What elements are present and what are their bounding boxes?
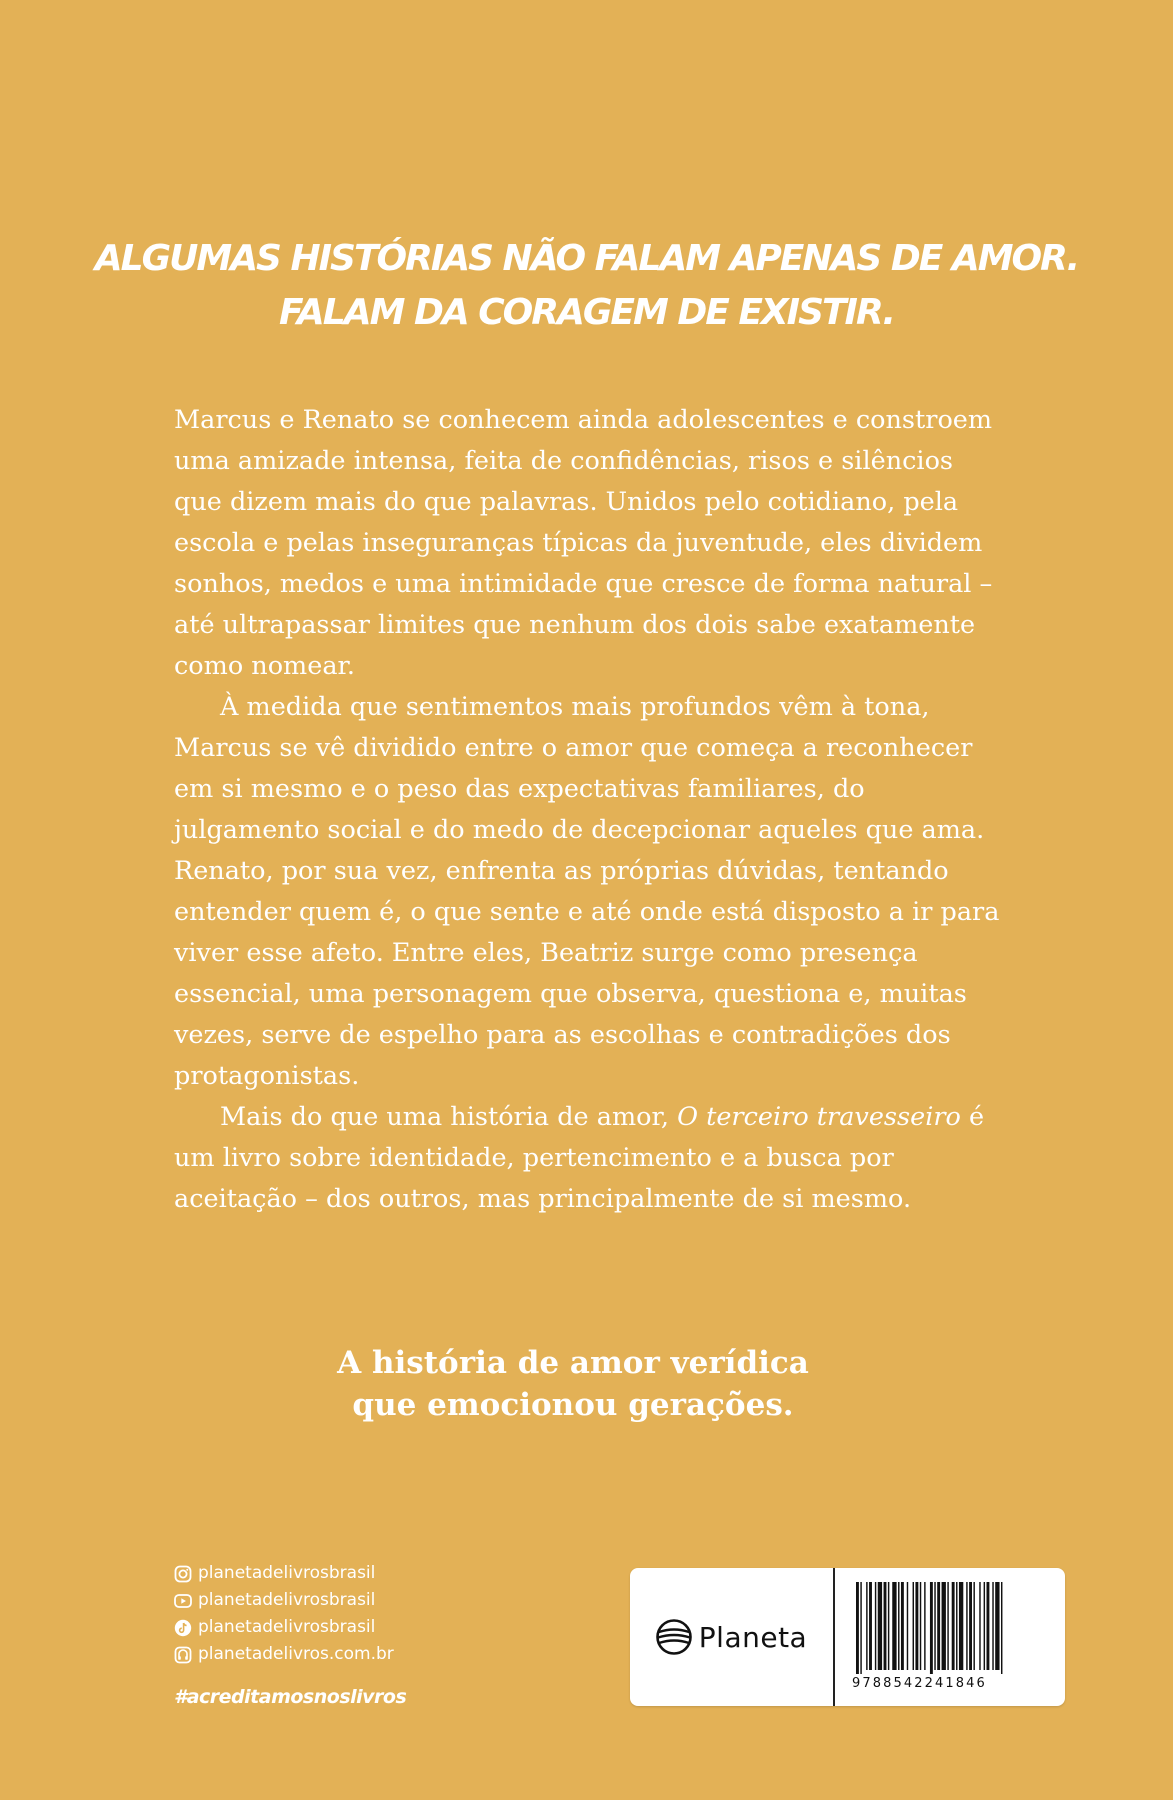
tagline-line-2: que emocionou gerações. <box>352 1387 794 1423</box>
barcode-bar <box>869 1582 872 1670</box>
tiktok-icon <box>174 1619 192 1637</box>
barcode-bar <box>878 1582 882 1670</box>
barcode-bar <box>969 1582 972 1670</box>
barcode-bar <box>866 1582 867 1670</box>
barcode-bar <box>888 1582 889 1670</box>
barcode-bar <box>956 1582 957 1670</box>
barcode-bar <box>934 1582 935 1670</box>
box-divider <box>833 1568 835 1706</box>
social-label-youtube: planetadelivrosbrasil <box>198 1590 376 1610</box>
barcode-bar <box>930 1582 933 1674</box>
barcode-bar <box>942 1582 946 1670</box>
tagline-line-1: A história de amor verídica <box>337 1345 809 1381</box>
tagline <box>0 1342 1146 1426</box>
social-label-website: planetadelivros.com.br <box>198 1644 394 1664</box>
social-link-website[interactable] <box>174 1641 394 1668</box>
synopsis-paragraph-3 <box>174 1097 1004 1220</box>
barcode-bar <box>884 1582 887 1670</box>
synopsis-paragraph-1: Marcus e Renato se conhecem ainda adolescentes e constroem uma amizade intensa, feita de confidências, risos e silêncios que dizem mais do que palavras. Unidos pelo cotidiano, pela escola e pelas inseguranças típicas da juventude, eles dividem sonhos, medos e uma intimidade que cresce de forma natural – até ultrapassar limites que nenhum dos dois sabe exatamente como nomear. <box>174 405 993 681</box>
barcode-bar <box>913 1582 914 1670</box>
barcode-bar <box>856 1582 859 1674</box>
barcode-bar <box>995 1582 999 1670</box>
social-link-youtube[interactable] <box>174 1587 394 1614</box>
barcode-bar <box>947 1582 948 1670</box>
instagram-icon <box>174 1565 192 1583</box>
barcode-bar <box>979 1582 980 1670</box>
social-link-tiktok[interactable] <box>174 1614 394 1641</box>
barcode-bar <box>915 1582 918 1670</box>
barcode-bar <box>987 1582 990 1670</box>
barcode-bar <box>875 1582 876 1670</box>
barcode-bar <box>907 1582 908 1670</box>
headline <box>0 232 1173 340</box>
barcode-bar <box>984 1582 985 1670</box>
youtube-icon <box>174 1592 192 1610</box>
barcode-bar <box>952 1582 955 1670</box>
barcode-bar <box>901 1582 904 1670</box>
social-label-tiktok: planetadelivrosbrasil <box>198 1617 376 1637</box>
publisher-box <box>630 1568 1065 1706</box>
social-label-instagram: planetadelivrosbrasil <box>198 1563 376 1583</box>
barcode-bar <box>992 1582 993 1670</box>
book-title: O terceiro travesseiro <box>677 1102 961 1132</box>
publisher-logo <box>630 1568 832 1706</box>
barcode-bar <box>860 1582 861 1674</box>
barcode-bar <box>973 1582 974 1670</box>
social-link-instagram[interactable] <box>174 1560 394 1587</box>
barcode-bar <box>959 1582 963 1670</box>
barcode-bar <box>892 1582 896 1670</box>
website-icon <box>174 1646 192 1664</box>
social-links <box>174 1560 394 1668</box>
publisher-name: Planeta <box>698 1620 808 1654</box>
headline-line-2: FALAM DA CORAGEM DE EXISTIR. <box>278 292 895 333</box>
synopsis-paragraph-2: À medida que sentimentos mais profundos vêm à tona, Marcus se vê dividido entre o amor que começa a reconhecer em si mesmo e o peso das expectativas familiares, do julgamento social e do medo de decepcionar aqueles que ama. Renato, por sua vez, enfrenta as próprias dúvidas, tentando entender quem é, o que sente e até onde está disposto a ir para viver esse afeto. Entre eles, Beatriz surge como presença essencial, uma personagem que observa, questiona e, muitas vezes, serve de espelho para as escolhas e contradições dos protagonistas. <box>174 692 1000 1091</box>
isbn-number: 9788542241846 <box>852 1676 987 1691</box>
barcode-bar <box>966 1582 967 1670</box>
barcode-bar <box>920 1582 921 1670</box>
barcode-bar <box>898 1582 899 1670</box>
synopsis <box>174 400 1004 1220</box>
planeta-globe-icon <box>655 1618 693 1656</box>
barcode-bar <box>1001 1582 1002 1674</box>
barcode-bar <box>937 1582 940 1670</box>
hashtag: #acreditamosnoslivros <box>174 1686 407 1708</box>
barcode-bar <box>924 1582 925 1670</box>
headline-line-1: ALGUMAS HISTÓRIAS NÃO FALAM APENAS DE AMOR. <box>94 238 1079 279</box>
paragraph-3-end: é um livro sobre identidade, pertencimento e a busca por aceitação – dos outros, mas principalmente de si mesmo. <box>174 1102 985 1214</box>
paragraph-3-start: Mais do que uma história de amor, <box>220 1102 678 1132</box>
